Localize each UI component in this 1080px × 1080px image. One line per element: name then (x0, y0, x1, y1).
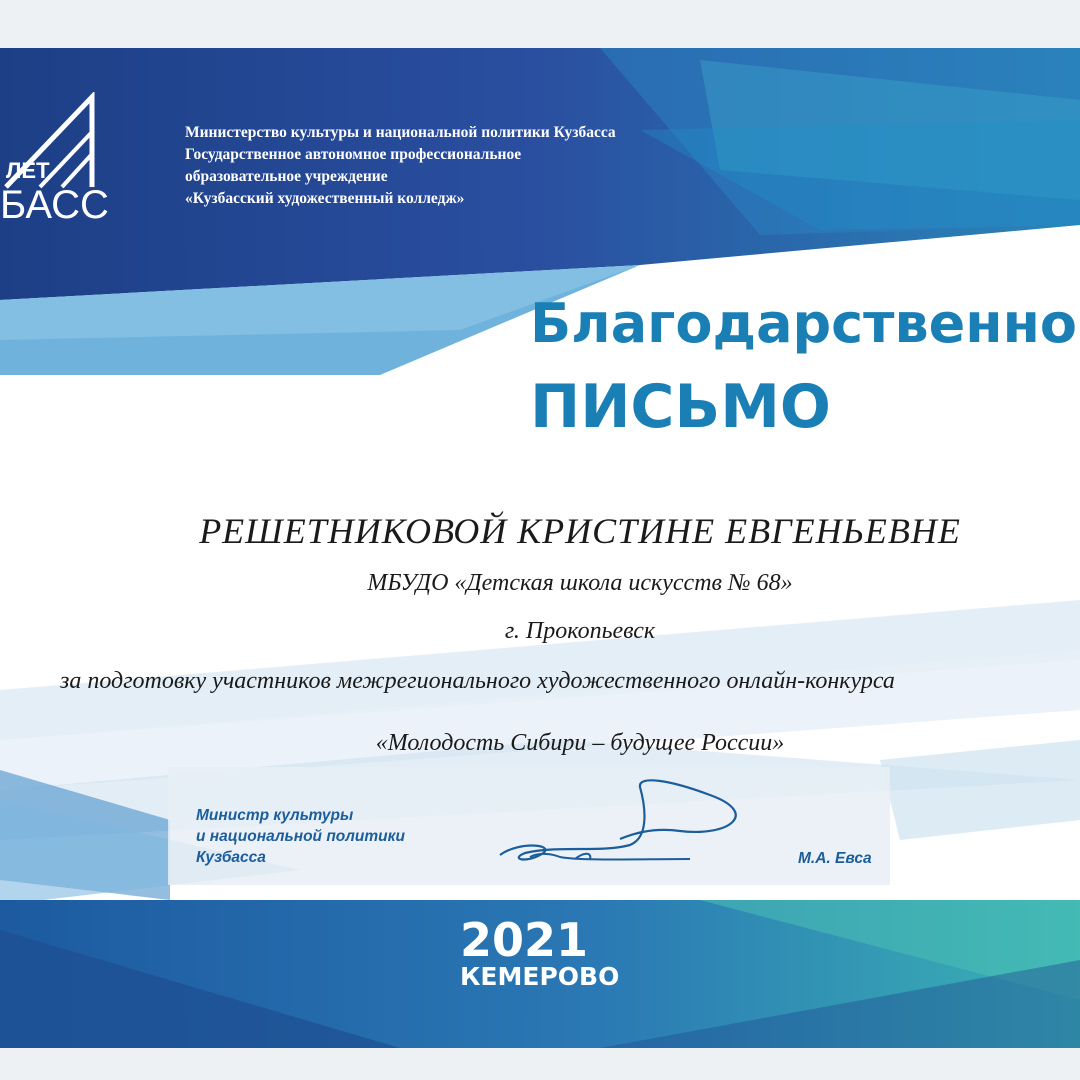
signer-position-line-3: Кузбасса (196, 849, 266, 866)
recipient-school: МБУДО «Детская школа искусств № 68» (367, 570, 793, 596)
document-title-line-2: ПИСЬМО (530, 372, 831, 442)
issuer-line-3: образовательное учреждение (185, 168, 388, 185)
issuer-line-1: Министерство культуры и национальной политики Кузбасса (185, 124, 616, 141)
recipient-city: г. Прокопьевск (504, 618, 656, 644)
signer-position (196, 805, 405, 868)
footer-year: 2021 (460, 913, 589, 967)
issuer-line-2: Государственное автономное профессиональное (185, 146, 522, 163)
logo-text-top: ЛЕТ (6, 158, 50, 183)
signature-mark (480, 775, 780, 875)
signer-position-line-1: Министр культуры (196, 807, 354, 824)
logo-text-bottom: БАСС (0, 183, 109, 227)
contest-name: «Молодость Сибири – будущее России» (375, 730, 785, 756)
document-title-line-1: Благодарственно (530, 292, 1077, 355)
footer-city: КЕМЕРОВО (460, 962, 620, 991)
issuer-line-4: «Кузбасский художественный колледж» (185, 190, 465, 207)
award-reason: за подготовку участников межрегионального художественного онлайн-конкурса (60, 668, 895, 694)
recipient-name: РЕШЕТНИКОВОЙ КРИСТИНЕ ЕВГЕНЬЕВНЕ (199, 511, 961, 551)
issuer-header (185, 122, 616, 210)
signer-name: М.А. Евса (798, 850, 872, 867)
signer-position-line-2: и национальной политики (196, 828, 405, 845)
logo-icon (0, 92, 110, 227)
